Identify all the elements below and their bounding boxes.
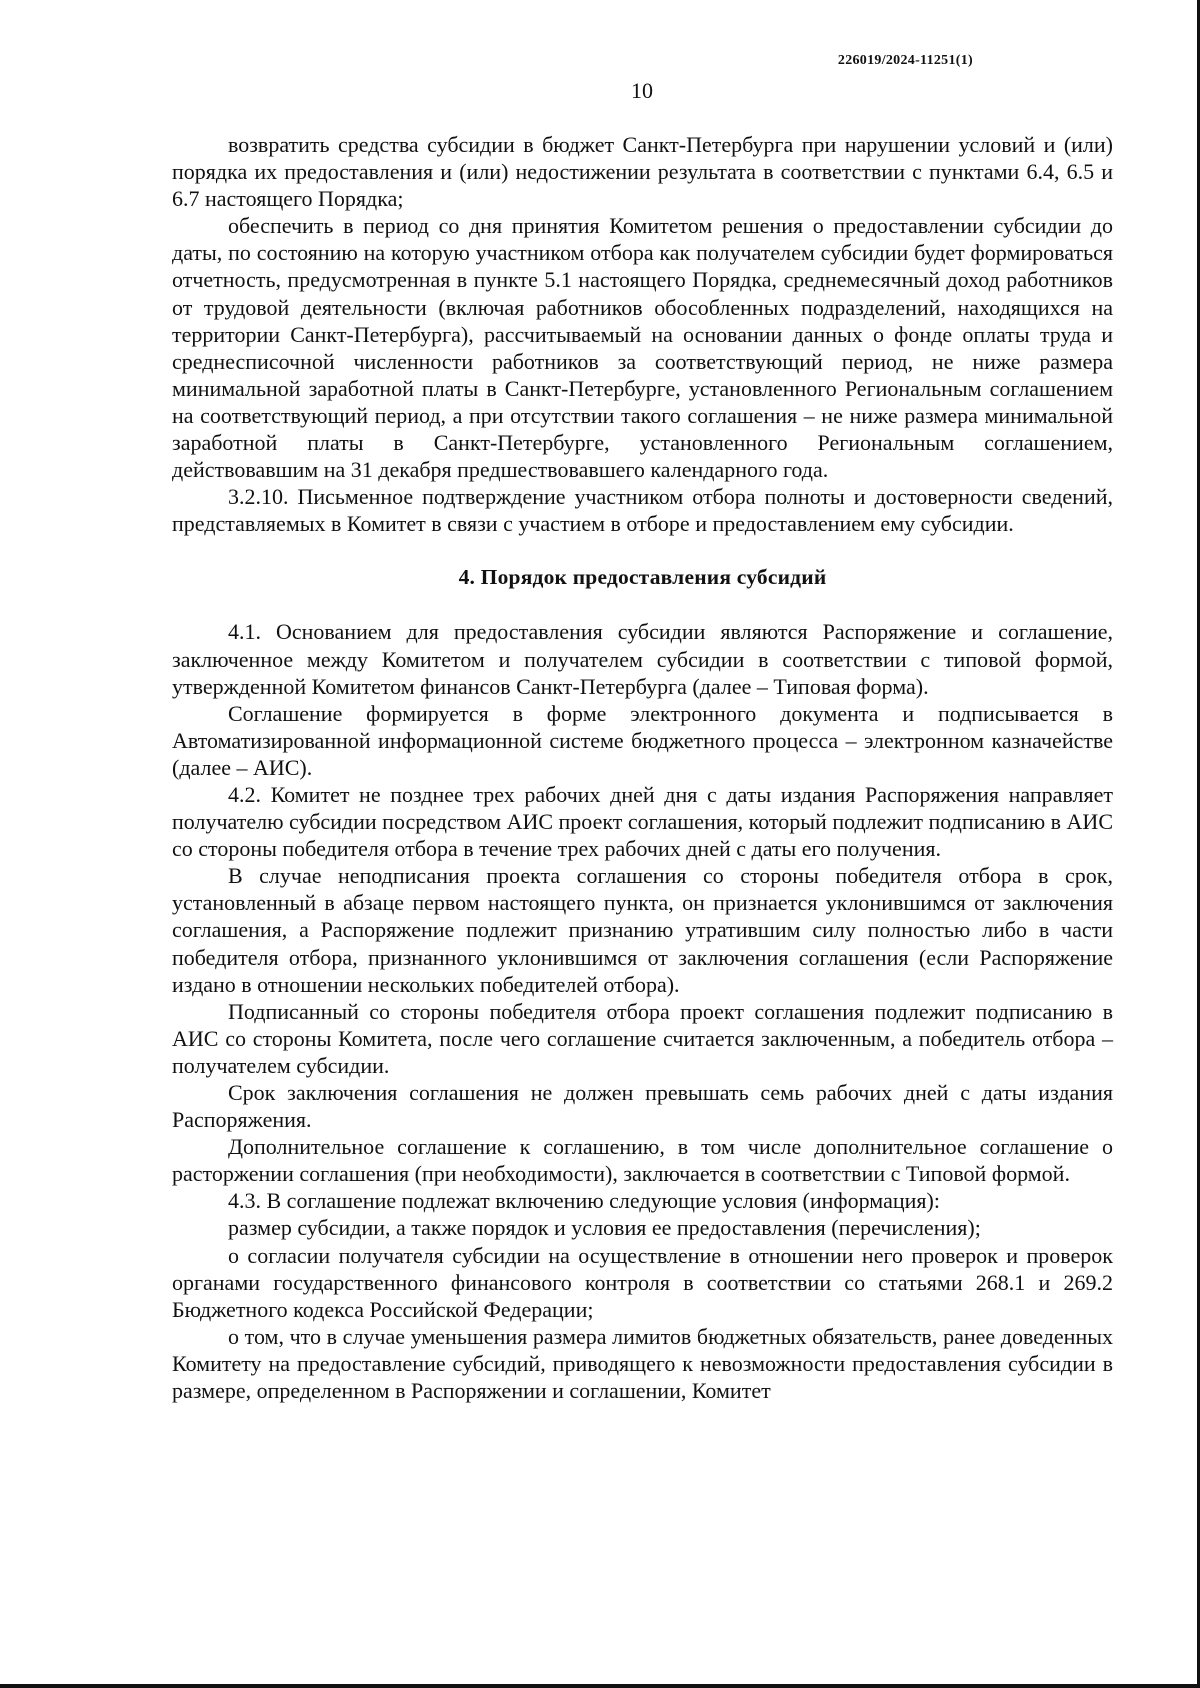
paragraph: 4.3. В соглашение подлежат включению следующие условия (информация): [228, 1188, 940, 1214]
paragraph: о согласии получателя субсидии на осуществление в отношении него проверок и проверок органами государственного финансового контроля в соответствии со статьями 268.1 и 269.2 Бюджетного кодекса Российской Федерации; [172, 1242, 1113, 1322]
paragraph: Подписанный со стороны победителя отбора проект соглашения подлежит подписанию в АИС со стороны Комитета, после чего соглашение считается заключенным, а победитель отбора – получателем субсидии. [172, 998, 1113, 1078]
section-title: 4. Порядок предоставления субсидий [458, 565, 827, 590]
paragraph: обеспечить в период со дня принятия Комитетом решения о предоставлении субсидии до даты, по состоянию на которую участником отбора как получателем субсидии будет формироваться отчетность, предусмотренная в пункте 5.1 настоящего Порядка, среднемесячный доход работников от трудовой деятельности (включая работников обособленных подразделений, находящихся на территории Санкт-Петербурга), рассчитываемый на основании данных о фонде оплаты труда и среднесписочной численности работников за соответствующий период, не ниже размера минимальной заработной платы в Санкт-Петербурге, установленного Региональным соглашением на соответствующий период, а при отсутствии такого соглашения – не ниже размера минимальной заработной платы в Санкт-Петербурге, установленного Региональным соглашением, действовавшим на 31 декабря предшествовавшего календарного года. [172, 213, 1113, 483]
paragraph: размер субсидии, а также порядок и условия ее предоставления (перечисления); [228, 1215, 981, 1241]
paragraph: Соглашение формируется в форме электронного документа и подписывается в Автоматизированной информационной системе бюджетного процесса – электронном казначействе (далее – АИС). [172, 700, 1113, 780]
paragraph: 3.2.10. Письменное подтверждение участником отбора полноты и достоверности сведений, представляемых в Комитет в связи с участием в отборе и предоставлением ему субсидии. [172, 484, 1113, 537]
paragraph: Срок заключения соглашения не должен превышать семь рабочих дней с даты издания Распоряжения. [172, 1080, 1113, 1133]
paragraph: 4.2. Комитет не позднее трех рабочих дней дня с даты издания Распоряжения направляет получателю субсидии посредством АИС проект соглашения, который подлежит подписанию в АИС со стороны победителя отбора в течение трех рабочих дней с даты его получения. [172, 781, 1113, 862]
page-number: 10 [631, 78, 653, 103]
paragraph: Дополнительное соглашение к соглашению, в том числе дополнительное соглашение о расторжении соглашения (при необходимости), заключается в соответствии с Типовой формой. [172, 1134, 1113, 1187]
document-body [172, 131, 1113, 1404]
paragraph: 4.1. Основанием для предоставления субсидии являются Распоряжение и соглашение, заключенное между Комитетом и получателем субсидии в соответствии с типовой формой, утвержденной Комитетом финансов Санкт-Петербурга (далее – Типовая форма). [172, 619, 1113, 699]
scan-edge-bottom [0, 1684, 1200, 1688]
paragraph: о том, что в случае уменьшения размера лимитов бюджетных обязательств, ранее доведенных Комитету на предоставление субсидий, приводящего к невозможности предоставления субсидии в размере, определенном в Распоряжении и соглашении, Комитет [172, 1323, 1113, 1404]
paragraph: возвратить средства субсидии в бюджет Санкт-Петербурга при нарушении условий и (или) порядка их предоставления и (или) недостижении результата в соответствии с пунктами 6.4, 6.5 и 6.7 настоящего Порядка; [172, 132, 1113, 212]
paragraph: В случае неподписания проекта соглашения со стороны победителя отбора в срок, установленный в абзаце первом настоящего пункта, он признается уклонившимся от заключения соглашения, а Распоряжение подлежит признанию утратившим силу полностью либо в части победителя отбора, признанного уклонившимся от заключения соглашения (если Распоряжение издано в отношении нескольких победителей отбора). [172, 863, 1113, 997]
document-registration-number: 226019/2024-11251(1) [837, 53, 973, 68]
